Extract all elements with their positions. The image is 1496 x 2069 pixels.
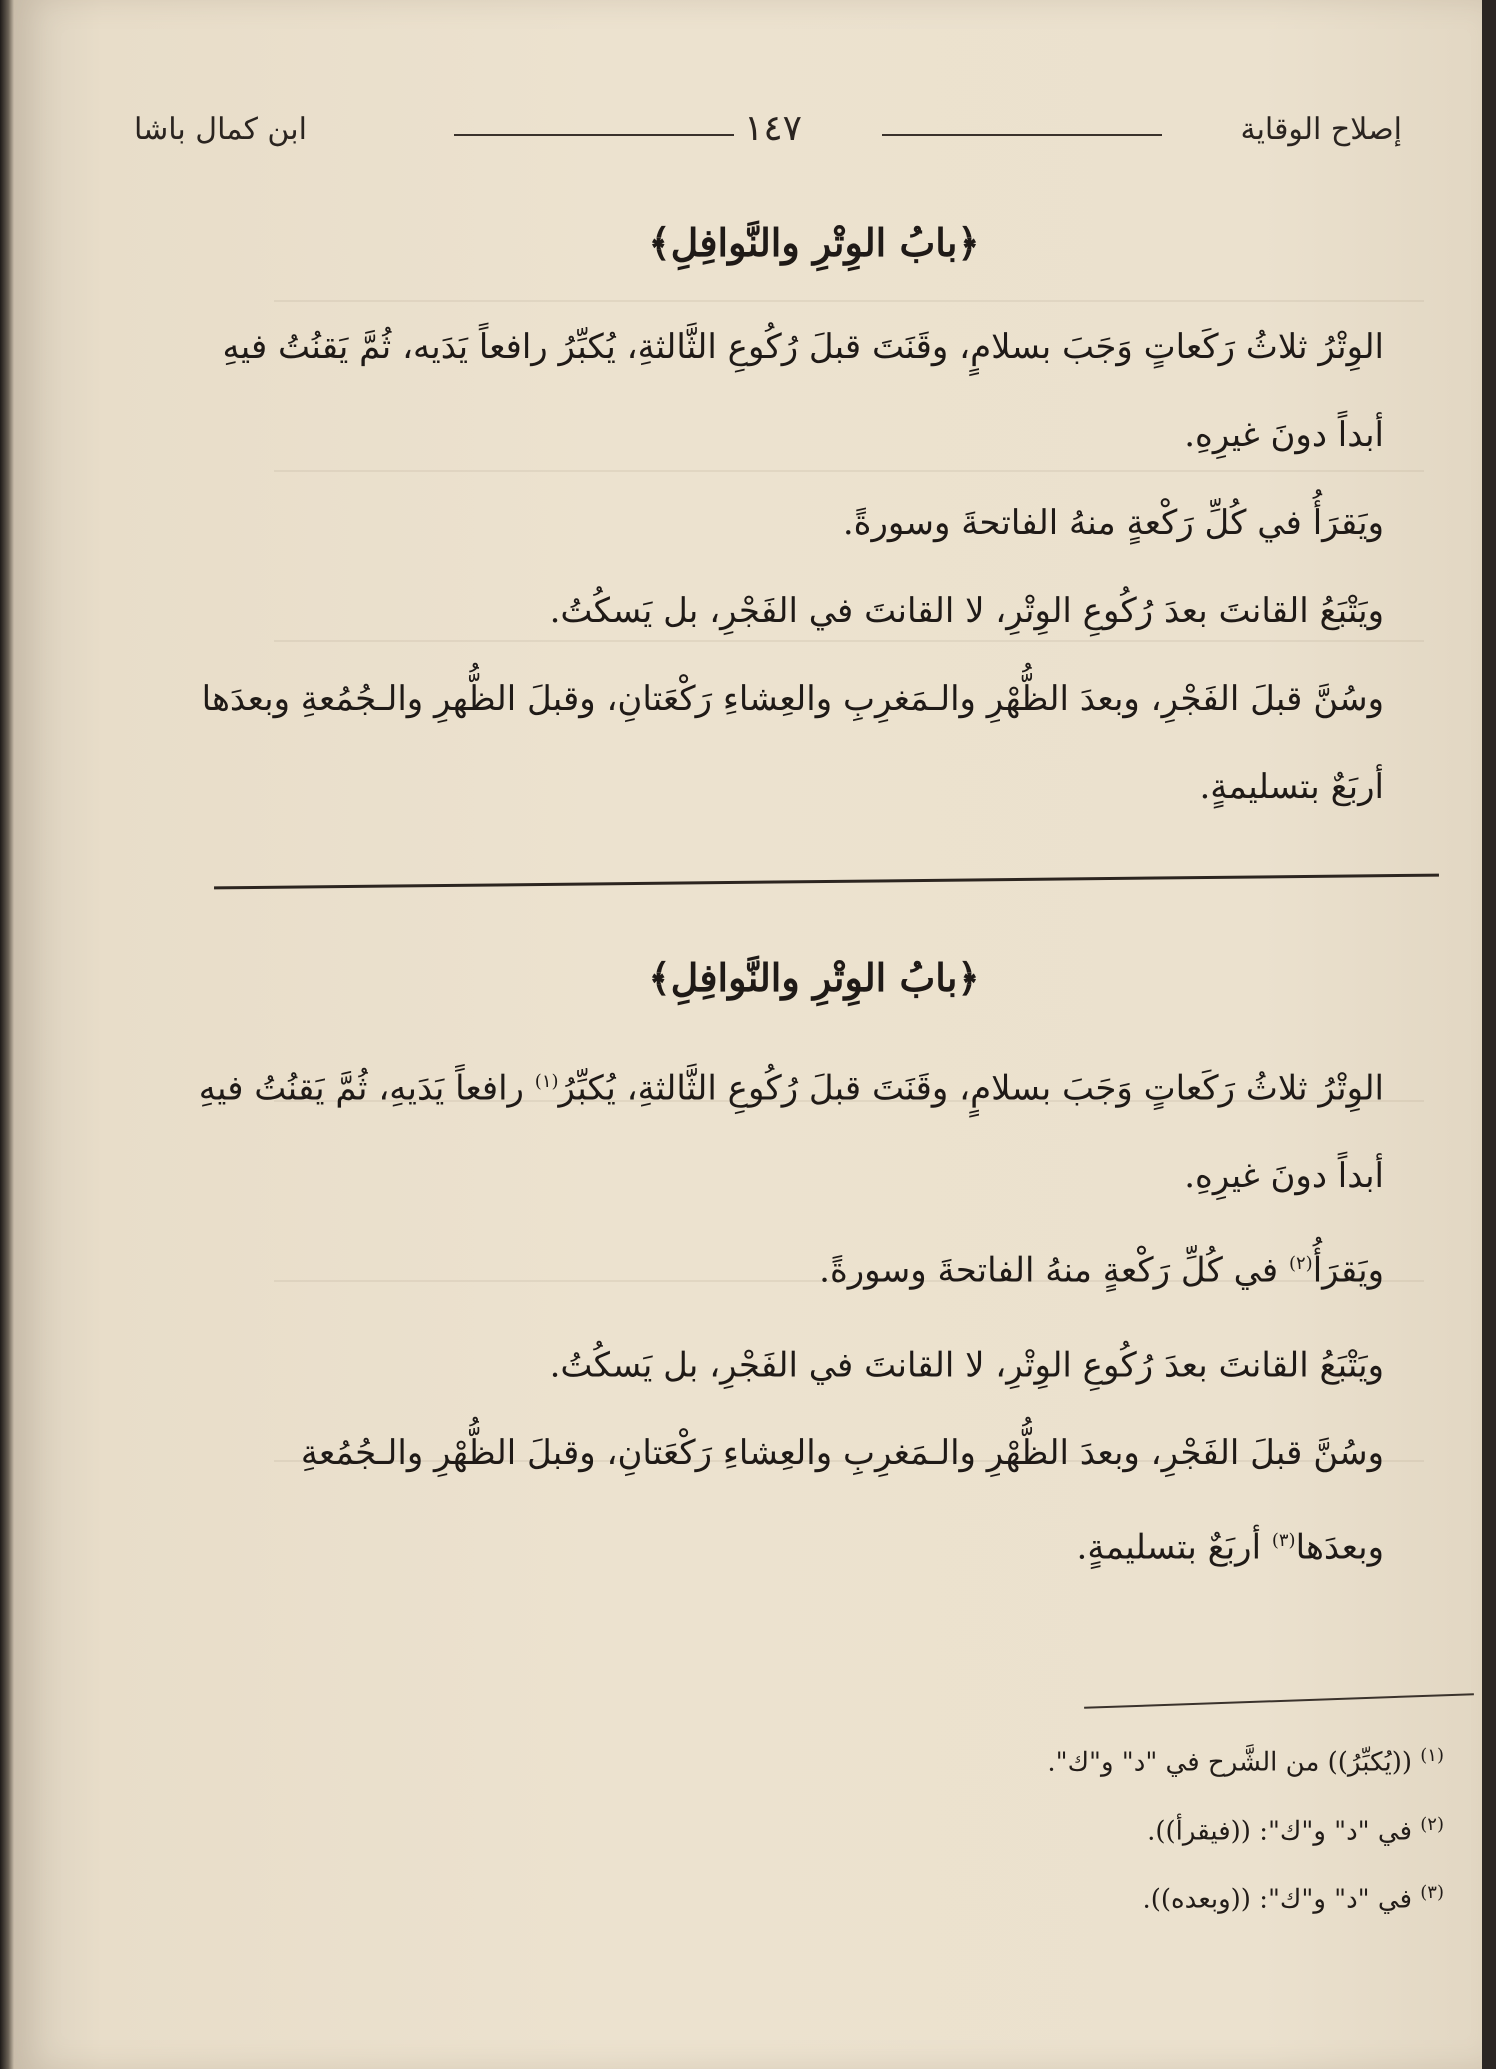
paragraph-text: في كُلِّ رَكْعةٍ منهُ الفاتحةَ وسورةً. <box>819 1250 1289 1291</box>
paragraph-text: الوِتْرُ ثلاثُ رَكَعاتٍ وَجَبَ بسلامٍ، وقَنَتَ قبلَ رُكُوعِ الثَّالثةِ، يُكبِّرُ <box>558 1068 1384 1109</box>
footnote-text: ((يُكبِّرُ)) من الشَّرح في "د" و"ك". <box>1047 1747 1421 1778</box>
footnote-mark: (٣) <box>1271 1529 1296 1551</box>
footnote-number: (٣) <box>1420 1882 1444 1904</box>
footnote-text: في "د" و"ك": ((وبعده)). <box>1142 1884 1421 1915</box>
running-header <box>124 108 1422 158</box>
paragraph: الوِتْرُ ثلاثُ رَكَعاتٍ وَجَبَ بسلامٍ، وقَنَتَ قبلَ رُكُوعِ الثَّالثةِ، يُكبِّرُ رافعاً يَدَيه، ثُمَّ يَقنُتُ فيهِ أبداً دونَ غيرِهِ. <box>222 327 1384 455</box>
chapter-title: ﴿بابُ الوِتْرِ والنَّوافِلِ﴾ <box>648 955 980 1000</box>
section-divider <box>214 874 1439 890</box>
author-name: ابن كمال باشا <box>134 112 307 147</box>
header-rule <box>882 134 1162 136</box>
footnote <box>614 1794 1444 1863</box>
paragraph <box>184 1315 1444 1409</box>
paragraph <box>184 1409 1444 1591</box>
book-spine <box>0 0 14 2069</box>
paragraph: ويَتْبَعُ القانتَ بعدَ رُكُوعِ الوِتْرِ، لا القانتَ في الفَجْرِ، بل يَسكُتُ. <box>549 591 1384 631</box>
paragraph-text: أربَعٌ بتسليمةٍ. <box>1076 1527 1272 1568</box>
book-page <box>14 0 1482 2069</box>
footnote-text: في "د" و"ك": ((فيقرأ)). <box>1147 1816 1421 1847</box>
paragraph: ويَقرَأُ في كُلِّ رَكْعةٍ منهُ الفاتحةَ وسورةً. <box>842 503 1384 543</box>
paragraph-text: رافعاً يَدَيهِ، ثُمَّ يَقنُتُ فيهِ أبداً دونَ غيرِهِ. <box>198 1068 1384 1197</box>
paragraph-text: وسُنَّ قبلَ الفَجْرِ، وبعدَ الظُّهْرِ والـمَغرِبِ والعِشاءِ رَكْعَتانِ، وقبلَ الظُّهْرِ والـجُمُعةِ وبعدَها <box>300 1432 1384 1568</box>
footnote <box>614 1725 1444 1794</box>
chapter-title: ﴿بابُ الوِتْرِ والنَّوافِلِ﴾ <box>648 220 980 265</box>
footnote-rule <box>1084 1693 1474 1709</box>
page-number: ١٤٧ <box>743 108 803 149</box>
paragraph: وسُنَّ قبلَ الفَجْرِ، وبعدَ الظُّهْرِ والـمَغرِبِ والعِشاءِ رَكْعَتانِ، وقبلَ الظُّهرِ والـجُمُعةِ وبعدَها أربَعٌ بتسليمةٍ. <box>201 679 1384 807</box>
header-rule <box>454 134 734 136</box>
footnotes <box>614 1725 1444 1931</box>
paragraph-text: ويَقرَأُ <box>1312 1250 1384 1291</box>
footnote-number: (٢) <box>1420 1813 1444 1835</box>
paragraph <box>184 1220 1444 1314</box>
paragraph-text: ويَتْبَعُ القانتَ بعدَ رُكُوعِ الوِتْرِ، لا القانتَ في الفَجْرِ، بل يَسكُتُ. <box>549 1344 1384 1385</box>
commentary-section <box>184 220 1444 831</box>
book-title: إصلاح الوقاية <box>1240 112 1402 147</box>
footnote-mark: (١) <box>534 1071 559 1092</box>
footnote-mark: (٢) <box>1288 1253 1313 1275</box>
footnote-number: (١) <box>1420 1745 1444 1766</box>
footnote <box>614 1862 1444 1931</box>
paragraph <box>184 1038 1444 1220</box>
edited-text-section <box>184 955 1444 1591</box>
